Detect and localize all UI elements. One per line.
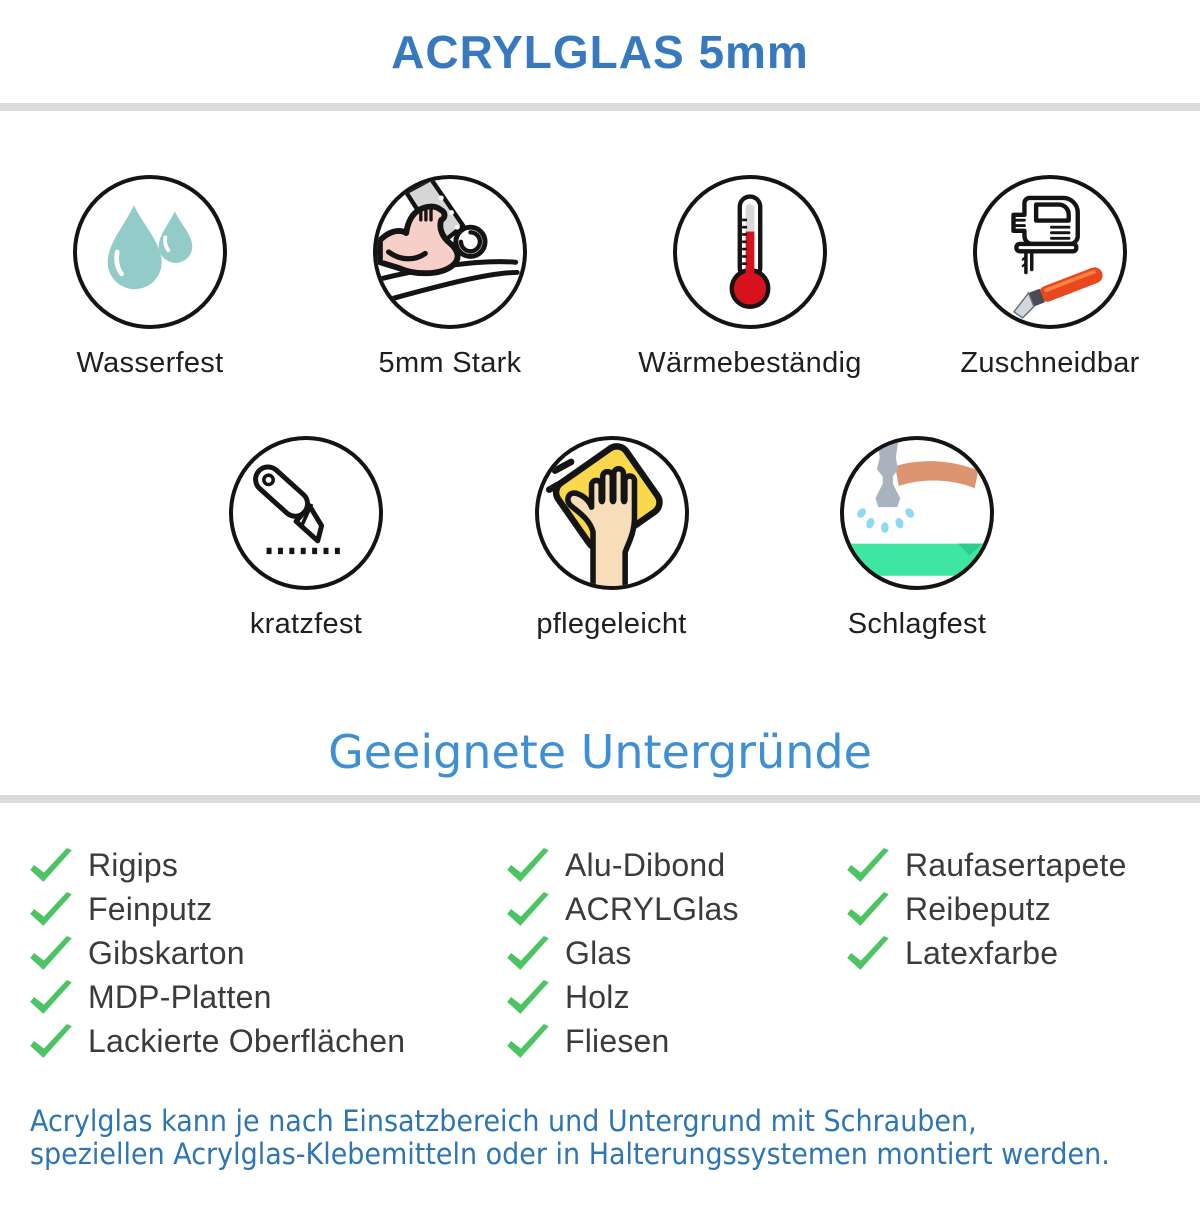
note-line-2: speziellen Acrylglas-Klebemitteln oder in Halterungssystemen montiert werden. xyxy=(30,1137,1110,1171)
list-item-label: Alu-Dibond xyxy=(565,846,726,883)
list-item-label: Rigips xyxy=(88,846,179,883)
check-icon xyxy=(845,936,891,971)
divider-middle xyxy=(0,795,1200,803)
check-icon xyxy=(505,936,551,971)
list-item-label: Fliesen xyxy=(565,1022,670,1059)
check-icon xyxy=(28,936,74,971)
list-item xyxy=(28,975,505,1019)
substrates-list xyxy=(0,843,1200,1063)
list-item xyxy=(28,887,505,931)
product-infographic xyxy=(0,25,1200,1225)
mounting-note xyxy=(30,1105,1200,1171)
check-icon xyxy=(28,980,74,1015)
thermometer-icon xyxy=(673,175,827,329)
list-item-label: Lackierte Oberflächen xyxy=(88,1022,406,1059)
features-row-2 xyxy=(0,436,1200,641)
list-item-label: Feinputz xyxy=(88,890,213,927)
list-item xyxy=(28,931,505,975)
feature-label: Schlagfest xyxy=(847,608,987,640)
check-icon xyxy=(28,848,74,883)
feature-label: 5mm Stark xyxy=(378,347,522,379)
feature-wasserfest xyxy=(0,175,300,380)
list-item-label: Raufasertapete xyxy=(905,846,1127,883)
feature-label: kratzfest xyxy=(249,608,363,640)
feature-schlagfest xyxy=(767,436,1067,641)
list-item xyxy=(505,975,845,1019)
page-title: ACRYLGLAS 5mm xyxy=(391,26,809,78)
list-item xyxy=(505,887,845,931)
hammer-impact-icon xyxy=(840,436,994,590)
flexed-arm-sheet-icon xyxy=(373,175,527,329)
substrates-heading: Geeignete Untergründe xyxy=(328,725,872,779)
list-item-label: Gibskarton xyxy=(88,934,245,971)
feature-label: Wärmebeständig xyxy=(638,347,862,379)
check-icon xyxy=(28,892,74,927)
list-item-label: Glas xyxy=(565,934,632,971)
feature-pflegeleicht xyxy=(462,436,762,641)
feature-zuschneidbar xyxy=(900,175,1200,380)
feature-label: Wasserfest xyxy=(76,347,224,379)
divider-top xyxy=(0,103,1200,111)
substrates-column-3 xyxy=(845,843,1127,1063)
note-line-1: Acrylglas kann je nach Einsatzbereich und Untergrund mit Schrauben, xyxy=(30,1104,977,1138)
check-icon xyxy=(505,848,551,883)
feature-label: Zuschneidbar xyxy=(960,347,1140,379)
feature-label: pflegeleicht xyxy=(536,608,687,640)
list-item xyxy=(845,931,1127,975)
jigsaw-and-knife-icon xyxy=(973,175,1127,329)
list-item-label: Latexfarbe xyxy=(905,934,1059,971)
feature-kratzfest xyxy=(156,436,456,641)
check-icon xyxy=(845,892,891,927)
check-icon xyxy=(505,892,551,927)
features-row-1 xyxy=(0,175,1200,380)
check-icon xyxy=(505,980,551,1015)
list-item xyxy=(845,843,1127,887)
list-item-label: Reibeputz xyxy=(905,890,1051,927)
list-item-label: MDP-Platten xyxy=(88,978,272,1015)
list-item xyxy=(28,1019,505,1063)
feature-5mm-stark xyxy=(300,175,600,380)
list-item xyxy=(505,1019,845,1063)
water-drops-icon xyxy=(73,175,227,329)
check-icon xyxy=(845,848,891,883)
list-item xyxy=(28,843,505,887)
wiping-hand-icon xyxy=(535,436,689,590)
list-item-label: ACRYLGlas xyxy=(565,890,739,927)
list-item-label: Holz xyxy=(565,978,630,1015)
check-icon xyxy=(28,1024,74,1059)
utility-knife-icon xyxy=(229,436,383,590)
list-item xyxy=(505,843,845,887)
feature-waermebestaendig xyxy=(600,175,900,380)
list-item xyxy=(505,931,845,975)
list-item xyxy=(845,887,1127,931)
substrates-column-1 xyxy=(28,843,505,1063)
check-icon xyxy=(505,1024,551,1059)
substrates-column-2 xyxy=(505,843,845,1063)
